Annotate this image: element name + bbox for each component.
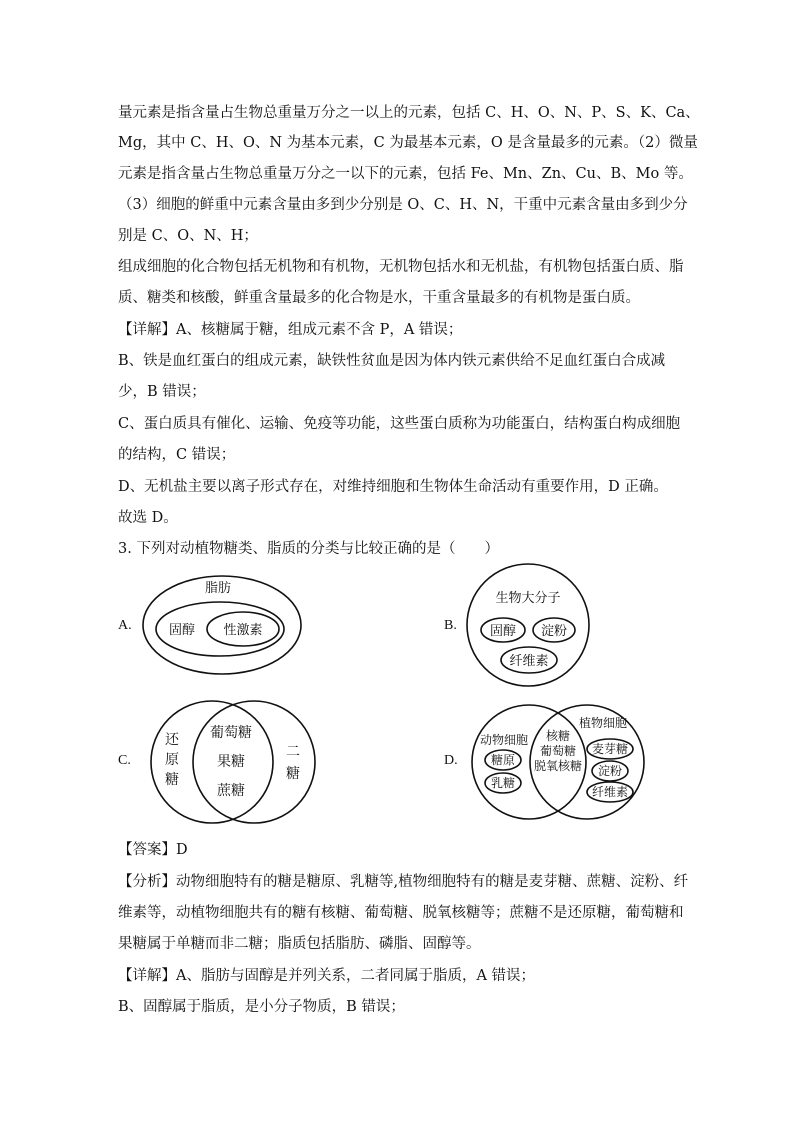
text-line: D、无机盐主要以离子形式存在，对维持细胞和生物体生命活动有重要作用，D 正确。 [118, 479, 668, 495]
option-d-diagram [470, 702, 650, 822]
label-sterol: 固醇 [489, 624, 517, 639]
label-glucose: 葡萄糖 [210, 725, 252, 741]
answer-label: 【答案】D [118, 842, 188, 858]
text-line: Mg，其中 C、H、O、N 为基本元素，C 为最基本元素，O 是含量最多的元素。（2）微量 [118, 135, 698, 151]
label-reducing-sugar: 糖 [165, 772, 179, 788]
text-line: 组成细胞的化合物包括无机物和有机物，无机物包括水和无机盐，有机物包括蛋白质、脂 [118, 259, 684, 275]
label-maltose: 麦芽糖 [591, 742, 629, 756]
text-line: 【分析】动物细胞特有的糖是糖原、乳糖等,植物细胞特有的糖是麦芽糖、蔗糖、淀粉、纤 [118, 874, 689, 890]
label-starch: 淀粉 [540, 624, 568, 639]
text-line: 量元素是指含量占生物总重量万分之一以上的元素，包括 C、H、O、N、P、S、K、Ca、 [118, 105, 700, 121]
label-sterol: 固醇 [168, 623, 196, 638]
label-glycogen: 糖原 [490, 753, 516, 767]
text-line: 【详解】A、脂肪与固醇是并列关系，二者同属于脂质，A 错误； [118, 968, 536, 984]
text-line: 维素等，动植物细胞共有的糖有核糖、葡萄糖、脱氧核糖等；蔗糖不是还原糖，葡萄糖和 [118, 905, 684, 921]
option-c-letter: C. [118, 753, 131, 768]
text-line: 质、糖类和核酸，鲜重含量最多的化合物是水，干重含量最多的有机物是蛋白质。 [118, 290, 640, 306]
label-fructose: 果糖 [217, 754, 245, 770]
text-line: B、固醇属于脂质，是小分子物质，B 错误； [118, 999, 405, 1015]
label-glucose: 葡萄糖 [539, 744, 577, 758]
right-circle [193, 701, 315, 823]
label-disaccharide: 糖 [286, 766, 300, 782]
label-animal-cell: 动物细胞 [479, 733, 529, 747]
text-line: 别是 C、O、N、H； [118, 228, 258, 244]
label-cellulose: 纤维素 [509, 654, 549, 669]
label-deoxyribose: 脱氧核糖 [533, 759, 583, 773]
label-fat: 脂肪 [204, 581, 232, 596]
label-reducing-sugar: 原 [165, 752, 179, 768]
label-sucrose: 蔗糖 [217, 783, 245, 799]
label-sex-hormone: 性激素 [223, 623, 263, 638]
text-line: （3）细胞的鲜重中元素含量由多到少分别是 O、C、H、N，干重中元素含量由多到少分 [118, 197, 688, 213]
text-line: 果糖属于单糖而非二糖；脂质包括脂肪、磷脂、固醇等。 [118, 936, 481, 952]
label-plant-cell: 植物细胞 [578, 716, 628, 730]
option-a-diagram [140, 572, 310, 682]
text-line: B、铁是血红蛋白的组成元素，缺铁性贫血是因为体内铁元素供给不足血红蛋白合成减 [118, 353, 666, 369]
label-lactose: 乳糖 [490, 776, 516, 790]
text-line: 少，B 错误； [118, 384, 206, 400]
option-b-letter: B. [444, 618, 457, 633]
label-ribose: 核糖 [545, 729, 571, 743]
label-disaccharide: 二 [286, 744, 300, 760]
text-line: 【详解】A、核糖属于糖，组成元素不含 P，A 错误； [118, 322, 463, 338]
option-c-diagram [150, 698, 320, 828]
label-cellulose: 纤维素 [591, 785, 629, 799]
label-reducing-sugar: 还 [165, 732, 179, 748]
text-line: C、蛋白质具有催化、运输、免疫等功能，这些蛋白质称为功能蛋白，结构蛋白构成细胞 [118, 416, 681, 432]
label-macromolecule: 生物大分子 [495, 591, 561, 606]
label-starch: 淀粉 [597, 764, 623, 778]
question-text: 3. 下列对动植物糖类、脂质的分类与比较正确的是（ ） [118, 541, 499, 557]
option-a-letter: A. [118, 618, 132, 633]
text-line: 的结构，C 错误； [118, 447, 236, 463]
text-line: 故选 D。 [118, 510, 178, 526]
option-b-diagram [462, 560, 592, 690]
text-line: 元素是指含量占生物总重量万分之一以下的元素，包括 Fe、Mn、Zn、Cu、B、Mo 等。 [118, 166, 693, 182]
option-d-letter: D. [444, 753, 458, 768]
